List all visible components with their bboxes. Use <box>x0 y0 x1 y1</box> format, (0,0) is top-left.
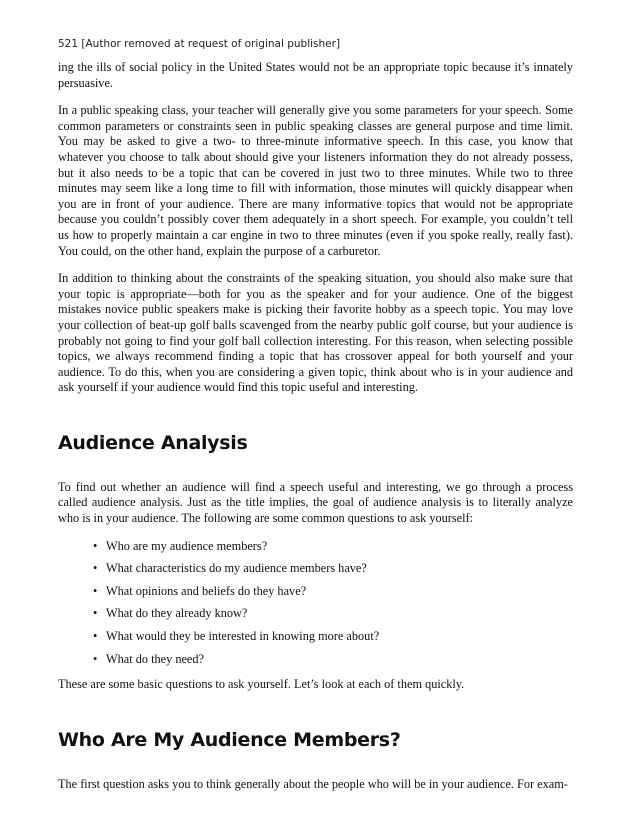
question-list <box>58 539 573 668</box>
paragraph: The first question asks you to think generally about the people who will be in your audience. For exam- <box>58 776 568 791</box>
section-heading-audience-analysis: Audience Analysis <box>58 431 248 454</box>
section-heading-audience-members: Who Are My Audience Members? <box>58 728 401 751</box>
list-item: • Who are my audience members? <box>106 539 573 555</box>
list-item: • What do they need? <box>106 652 573 668</box>
paragraph: In addition to thinking about the constraints of the speaking situation, you should also make sure that your topic is appropriate—both for you as the speaker and for your audience. One of the biggest mistakes novice public speakers make is picking their favorite hobby as a speech topic. You may love your collection of beat-up golf balls scavenged from the nearby public golf course, but your audience is probably not going to find your golf ball collection interesting. For this reason, when selecting possible topics, we always recommend finding a topic that has crossover appeal for both yourself and your audience. To do this, when you are considering a given topic, think about who is in your audience and ask yourself if your audience would find this topic useful and interesting. <box>58 271 573 395</box>
list-item: • What do they already know? <box>106 606 573 622</box>
list-item: • What characteristics do my audience members have? <box>106 561 573 577</box>
paragraph: These are some basic questions to ask yourself. Let’s look at each of them quickly. <box>58 677 465 692</box>
paragraph: In a public speaking class, your teacher will generally give you some parameters for your speech. Some common parameters or constraints seen in public speaking classes are general purpose and time limit. You may be asked to give a two- to three-minute informative speech. In this case, you know that whatever you choose to talk about should give your listeners information they do not already possess, but it also needs to be a topic that can be covered in just two to three minutes. While two to three minutes may seem like a long time to fill with information, those minutes will quickly disappear when you are in front of your audience. There are many informative topics that would not be appropriate because you couldn’t possibly cover them adequately in a short speech. For example, you couldn’t tell us how to properly maintain a car engine in two to three minutes (even if you spoke really, really fast). You could, on the other hand, explain the purpose of a carburetor. <box>58 103 573 258</box>
list-item: • What would they be interested in knowing more about? <box>106 629 573 645</box>
running-header: 521 [Author removed at request of original publisher] <box>58 38 341 50</box>
page-body <box>58 60 573 804</box>
list-item: • What opinions and beliefs do they have? <box>106 584 573 600</box>
paragraph: To find out whether an audience will find a speech useful and interesting, we go through a process called audience analysis. Just as the title implies, the goal of audience analysis is to literally analyze who is in your audience. The following are some common questions to ask yourself: <box>58 479 573 526</box>
paragraph: ing the ills of social policy in the United States would not be an appropriate topic because it’s innately persuasive. <box>58 60 573 90</box>
